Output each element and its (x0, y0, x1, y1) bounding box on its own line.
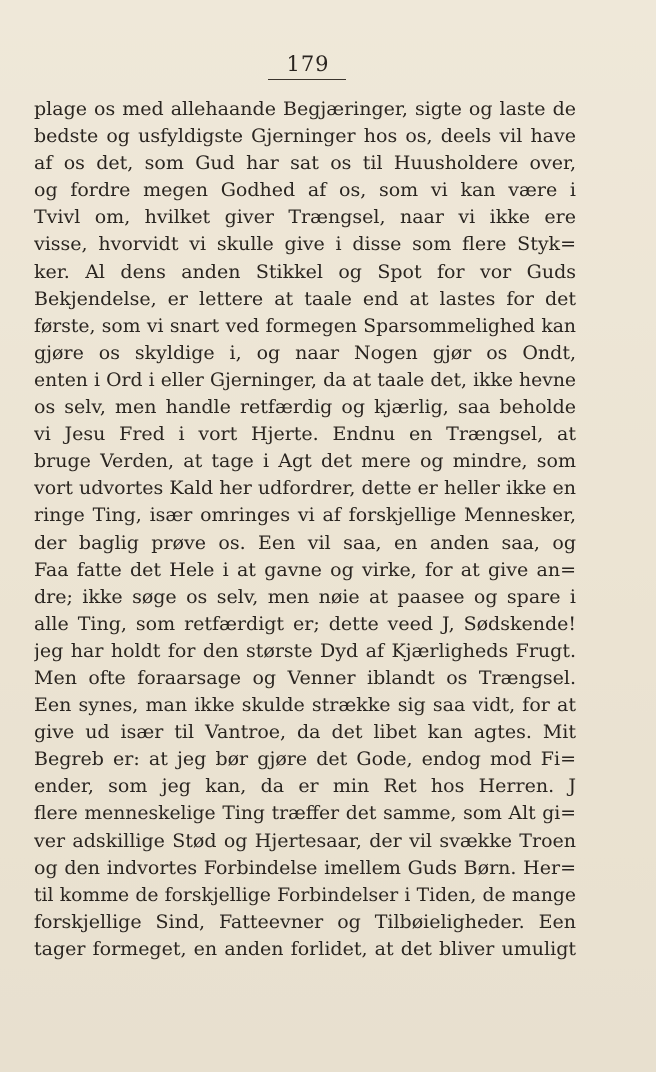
text-line: vort udvortes Kald her udfordrer, dette er heller ikke en (34, 477, 576, 500)
text-line: ver adskillige Stød og Hjertesaar, der vil svække Troen (34, 829, 576, 852)
text-line: ker. Al dens anden Stikkel og Spot for vor Guds (34, 260, 576, 283)
page-number: 179 (286, 52, 330, 76)
text-line: plage os med allehaande Begjæringer, sigte og laste de (34, 98, 576, 120)
text-line: første, som vi snart ved formegen Sparsommelighed kan (34, 315, 576, 337)
text-line: ender, som jeg kan, da er min Ret hos Herren. J (34, 775, 576, 798)
text-line: af os det, som Gud har sat os til Huusholdere over, (34, 152, 576, 175)
text-line: Men ofte foraarsage og Venner iblandt os Trængsel. (34, 666, 576, 689)
text-line: visse, hvorvidt vi skulle give i disse som flere Styk= (34, 233, 576, 256)
text-line: Tvivl om, hvilket giver Trængsel, naar vi ikke ere (34, 206, 576, 229)
text-line: der baglig prøve os. Een vil saa, en anden saa, og (34, 531, 576, 554)
text-line: Faa fatte det Hele i at gavne og virke, for at give an= (34, 558, 576, 581)
text-line: bruge Verden, at tage i Agt det mere og mindre, som (34, 450, 576, 473)
text-line: vi Jesu Fred i vort Hjerte. Endnu en Trængsel, at (34, 423, 576, 446)
text-line: gjøre os skyldige i, og naar Nogen gjør os Ondt, (34, 341, 576, 364)
text-line: alle Ting, som retfærdigt er; dette veed J, Sødskende! (34, 612, 576, 635)
text-line: dre; ikke søge os selv, men nøie at paasee og spare i (34, 585, 576, 608)
body-text (34, 96, 576, 963)
text-line: forskjellige Sind, Fatteevner og Tilbøieligheder. Een (34, 910, 576, 933)
text-line: tager formeget, en anden forlidet, at det bliver umuligt (34, 937, 576, 960)
text-line: ringe Ting, især omringes vi af forskjellige Mennesker, (34, 504, 576, 527)
text-line: jeg har holdt for den største Dyd af Kjærligheds Frugt. (34, 639, 576, 662)
text-line: Een synes, man ikke skulde strække sig saa vidt, for at (34, 694, 576, 717)
text-line: enten i Ord i eller Gjerninger, da at taale det, ikke hevne (34, 369, 576, 391)
text-line: Bekjendelse, er lettere at taale end at lastes for det (34, 287, 576, 310)
text-line: os selv, men handle retfærdig og kjærlig, saa beholde (34, 396, 576, 419)
text-line: til komme de forskjellige Forbindelser i Tiden, de mange (34, 884, 576, 906)
text-line: Begreb er: at jeg bør gjøre det Gode, endog mod Fi= (34, 748, 576, 771)
header-rule (268, 79, 346, 80)
text-line: flere menneskelige Ting træffer det samme, som Alt gi= (34, 803, 576, 825)
text-line: og den indvortes Forbindelse imellem Guds Børn. Her= (34, 856, 576, 879)
text-line: og fordre megen Godhed af os, som vi kan være i (34, 179, 576, 202)
text-line: give ud især til Vantroe, da det libet kan agtes. Mit (34, 721, 576, 744)
text-line: bedste og usfyldigste Gjerninger hos os, deels vil have (34, 125, 576, 148)
